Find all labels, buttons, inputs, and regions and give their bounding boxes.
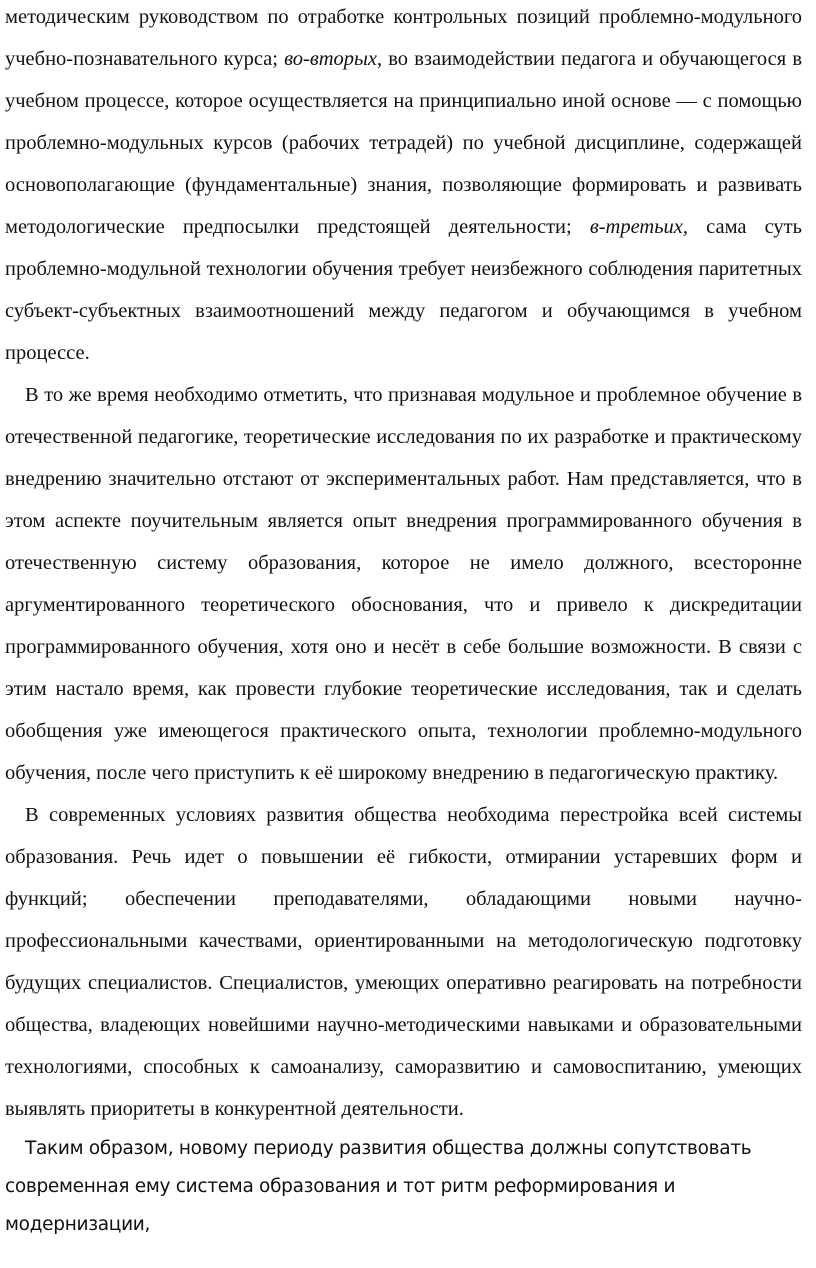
paragraph-3 [5, 794, 802, 1130]
paragraph-1-emphasis-v-tretih: в-третьих, [589, 216, 689, 238]
paragraph-2-text: В то же время необходимо отметить, что признавая модульное и проблемное обучение в отечественной педагогике, теоретические исследования по их разработке и практическому внедрению значительно отстают от экспериментальных работ. Нам представляется, что в этом аспекте поучительным является опыт внедрения программированного обучения в отечественную систему образования, которое не имело должного, всесторонне аргументированного теоретического обоснования, что и привело к дискредитации программированного обучения, хотя оно и несёт в себе большие возможности. В связи с этим настало время, как провести глубокие теоретические исследования, так и сделать обобщения уже имеющегося практического опыта, технологии проблемно-модульного обучения, после чего приступить к её широкому внедрению в педагогическую практику. [5, 384, 802, 784]
paragraph-1-emphasis-vo-vtoryh: во-вторых [284, 48, 377, 70]
paragraph-4 [5, 1130, 802, 1244]
paragraph-2 [5, 374, 802, 794]
paragraph-1-text-a: методическим руководством по отработке контрольных позиций проблемно-модульного учебно-познавательного курса; [5, 6, 802, 70]
paragraph-3-text: В современных условиях развития общества необходима перестройка всей системы образования. Речь идет о повышении её гибкости, отмирании устаревших форм и функций; обеспечении преподавателями, обладающими новыми научно-профессиональными качествами, ориентированными на методологическую подготовку будущих специалистов. Специалистов, умеющих оперативно реагировать на потребности общества, владеющих новейшими научно-методическими навыками и образовательными технологиями, способных к самоанализу, саморазвитию и самовоспитанию, умеющих выявлять приоритеты в конкурентной деятельности. [5, 804, 802, 1120]
paragraph-4-text: Таким образом, новому периоду развития общества должны сопутствовать современная ему система образования и тот ритм реформирования и модернизации, [5, 1138, 752, 1235]
paragraph-1-text-c: сама суть проблемно-модульной технологии обучения требует неизбежного соблюдения паритетных субъект-субъектных взаимоотношений между педагогом и обучающимся в учебном процессе. [5, 216, 802, 364]
paragraph-1 [5, 0, 802, 374]
paragraph-1-text-b: , во взаимодействии педагога и обучающегося в учебном процессе, которое осуществляется на принципиально иной основе — с помощью проблемно-модульных курсов (рабочих тетрадей) по учебной дисциплине, содержащей основополагающие (фундаментальные) знания, позволяющие формировать и развивать методологические предпосылки предстоящей деятельности; [5, 48, 802, 238]
